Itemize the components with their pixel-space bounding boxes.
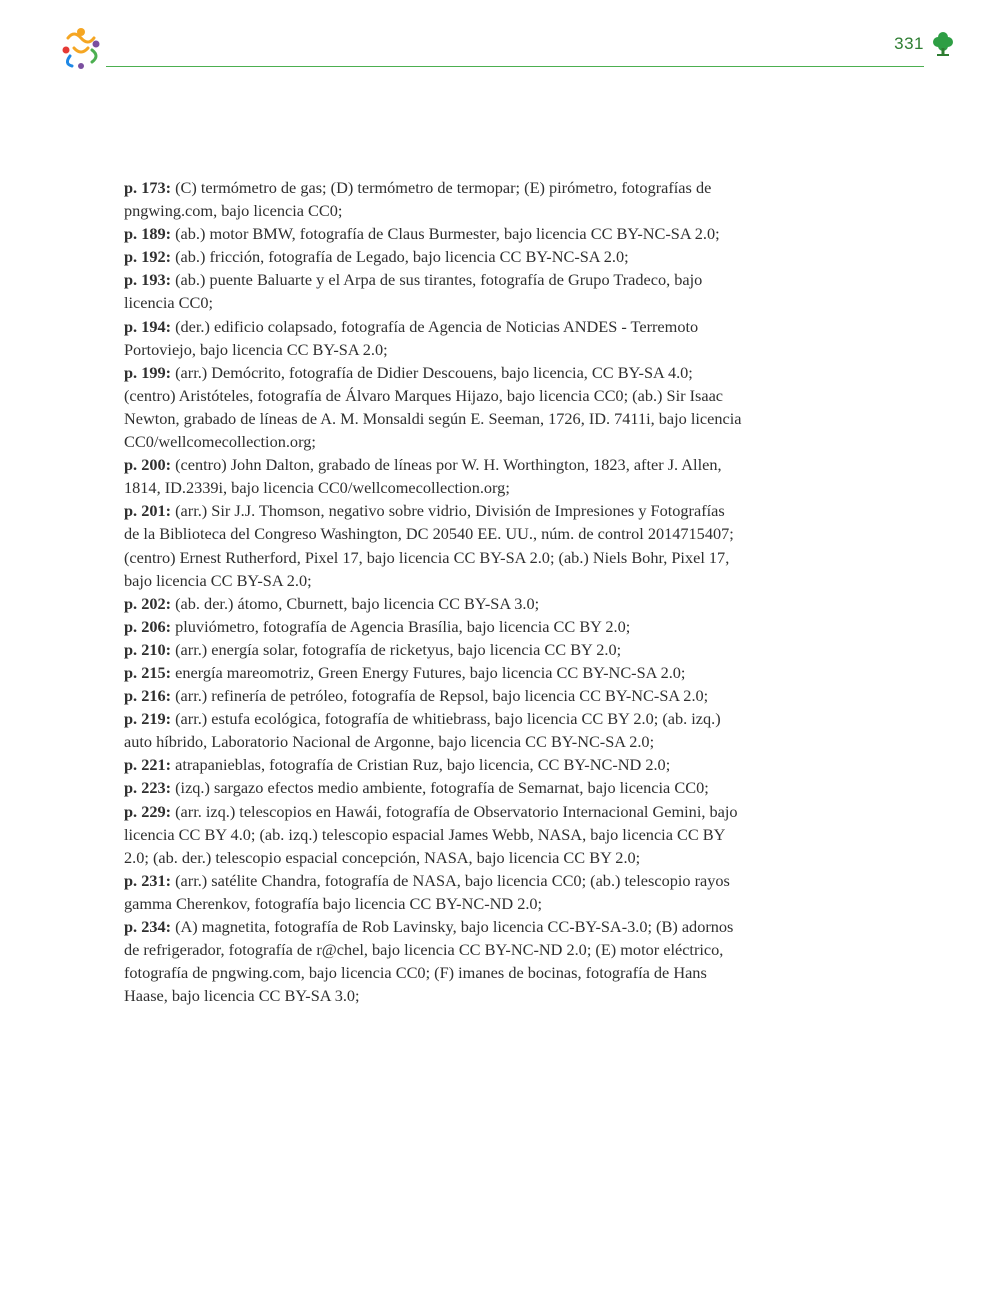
- credit-entry: [124, 615, 744, 638]
- credit-page-ref: p. 194:: [124, 316, 172, 336]
- credit-page-ref: p. 201:: [124, 501, 172, 521]
- credit-text: (arr.) Sir J.J. Thomson, negativo sobre vidrio, División de Impresiones y Fotografías de la Biblioteca del Congreso Washington, DC 20540 EE. UU., núm. de control 2014715407; (centro) Ernest Rutherford, Pixel 17, bajo licencia CC BY-SA 2.0; (ab.) Niels Bohr, Pixel 17, bajo licencia CC BY-SA 2.0;: [124, 501, 734, 590]
- credit-text: (arr.) refinería de petróleo, fotografía de Repsol, bajo licencia CC BY-NC-SA 2.0;: [175, 686, 709, 706]
- photo-credits-list: [124, 176, 744, 1007]
- credit-page-ref: p. 193:: [124, 270, 172, 290]
- credit-page-ref: p. 199:: [124, 362, 172, 382]
- credit-entry: [124, 684, 744, 707]
- credit-entry: [124, 176, 744, 222]
- credit-text: (der.) edificio colapsado, fotografía de Agencia de Noticias ANDES - Terremoto Portoviejo, bajo licencia CC BY-SA 2.0;: [124, 316, 699, 359]
- credit-page-ref: p. 210:: [124, 639, 172, 659]
- credit-entry: [124, 453, 744, 499]
- credit-text: atrapanieblas, fotografía de Cristian Ruz, bajo licencia, CC BY-NC-ND 2.0;: [175, 755, 671, 775]
- credit-text: (A) magnetita, fotografía de Rob Lavinsky, bajo licencia CC-BY-SA-3.0; (B) adornos de refrigerador, fotografía de r@chel, bajo licencia CC BY-NC-ND 2.0; (E) motor eléctrico, fotografía de pngwing.com, bajo licencia CC0; (F) imanes de bocinas, fotografía de Hans Haase, bajo licencia CC BY-SA 3.0;: [124, 917, 734, 1006]
- flower-logo-icon: [58, 26, 104, 72]
- credit-page-ref: p. 221:: [124, 755, 172, 775]
- credit-page-ref: p. 229:: [124, 801, 172, 821]
- credit-entry: [124, 776, 744, 799]
- credit-entry: [124, 638, 744, 661]
- credit-page-ref: p. 192:: [124, 247, 172, 267]
- credit-entry: [124, 915, 744, 1007]
- credit-text: (C) termómetro de gas; (D) termómetro de termopar; (E) pirómetro, fotografías de pngwing.com, bajo licencia CC0;: [124, 178, 712, 221]
- credit-text: (arr.) Demócrito, fotografía de Didier Descouens, bajo licencia, CC BY-SA 4.0; (centro) Aristóteles, fotografía de Álvaro Marques Hijazo, bajo licencia CC0; (ab.) Sir Isaac Newton, grabado de líneas de A. M. Monsaldi según E. Seeman, 1726, ID. 7411i, bajo licencia CC0/wellcomecollection.org;: [124, 362, 742, 452]
- credit-text: (centro) John Dalton, grabado de líneas por W. H. Worthington, 1823, after J. Allen, 1814, ID.2339i, bajo licencia CC0/wellcomecollection.org;: [124, 455, 722, 498]
- credit-page-ref: p. 216:: [124, 686, 172, 706]
- credit-page-ref: p. 206:: [124, 616, 172, 636]
- credit-entry: [124, 268, 744, 314]
- credit-text: (ab. der.) átomo, Cburnett, bajo licencia CC BY-SA 3.0;: [175, 593, 540, 613]
- credit-entry: [124, 592, 744, 615]
- credit-page-ref: p. 234:: [124, 917, 172, 936]
- page-number: 331: [894, 34, 924, 53]
- header-rule: [106, 66, 924, 67]
- credit-text: (arr.) estufa ecológica, fotografía de whitiebrass, bajo licencia CC BY 2.0; (ab. izq.) auto híbrido, Laboratorio Nacional de Argonne, bajo licencia CC BY-NC-SA 2.0;: [124, 709, 721, 752]
- credit-text: pluviómetro, fotografía de Agencia Brasília, bajo licencia CC BY 2.0;: [175, 616, 631, 636]
- credit-page-ref: p. 215:: [124, 662, 172, 682]
- credit-text: (arr. izq.) telescopios en Hawái, fotografía de Observatorio Internacional Gemini, bajo licencia CC BY 4.0; (ab. izq.) telescopio espacial James Webb, NASA, bajo licencia CC BY 2.0; (ab. der.) telescopio espacial concepción, NASA, bajo licencia CC BY 2.0;: [124, 801, 738, 867]
- tree-icon: [932, 31, 954, 57]
- credit-entry: [124, 361, 744, 453]
- credit-text: (arr.) satélite Chandra, fotografía de NASA, bajo licencia CC0; (ab.) telescopio rayos gamma Cherenkov, fotografía bajo licencia CC BY-NC-ND 2.0;: [124, 870, 730, 913]
- credit-text: (arr.) energía solar, fotografía de ricketyus, bajo licencia CC BY 2.0;: [175, 639, 622, 659]
- credit-entry: [124, 245, 744, 268]
- credit-text: (ab.) motor BMW, fotografía de Claus Burmester, bajo licencia CC BY-NC-SA 2.0;: [175, 224, 720, 244]
- credit-page-ref: p. 200:: [124, 455, 172, 475]
- credit-page-ref: p. 189:: [124, 224, 172, 244]
- credit-entry: [124, 707, 744, 753]
- credit-text: energía mareomotriz, Green Energy Futures, bajo licencia CC BY-NC-SA 2.0;: [175, 662, 686, 682]
- credit-text: (ab.) fricción, fotografía de Legado, bajo licencia CC BY-NC-SA 2.0;: [175, 247, 629, 267]
- credit-entry: [124, 315, 744, 361]
- credit-entry: [124, 499, 744, 591]
- credit-page-ref: p. 219:: [124, 709, 172, 729]
- credit-entry: [124, 222, 744, 245]
- credit-text: (izq.) sargazo efectos medio ambiente, fotografía de Semarnat, bajo licencia CC0;: [175, 778, 709, 798]
- credit-entry: [124, 661, 744, 684]
- credit-entry: [124, 753, 744, 776]
- credit-page-ref: p. 223:: [124, 778, 172, 798]
- credit-page-ref: p. 173:: [124, 178, 172, 197]
- credit-entry: [124, 800, 744, 869]
- credit-entry: [124, 869, 744, 915]
- credit-page-ref: p. 202:: [124, 593, 172, 613]
- credit-text: (ab.) puente Baluarte y el Arpa de sus tirantes, fotografía de Grupo Tradeco, bajo licencia CC0;: [124, 270, 703, 313]
- credit-page-ref: p. 231:: [124, 870, 172, 890]
